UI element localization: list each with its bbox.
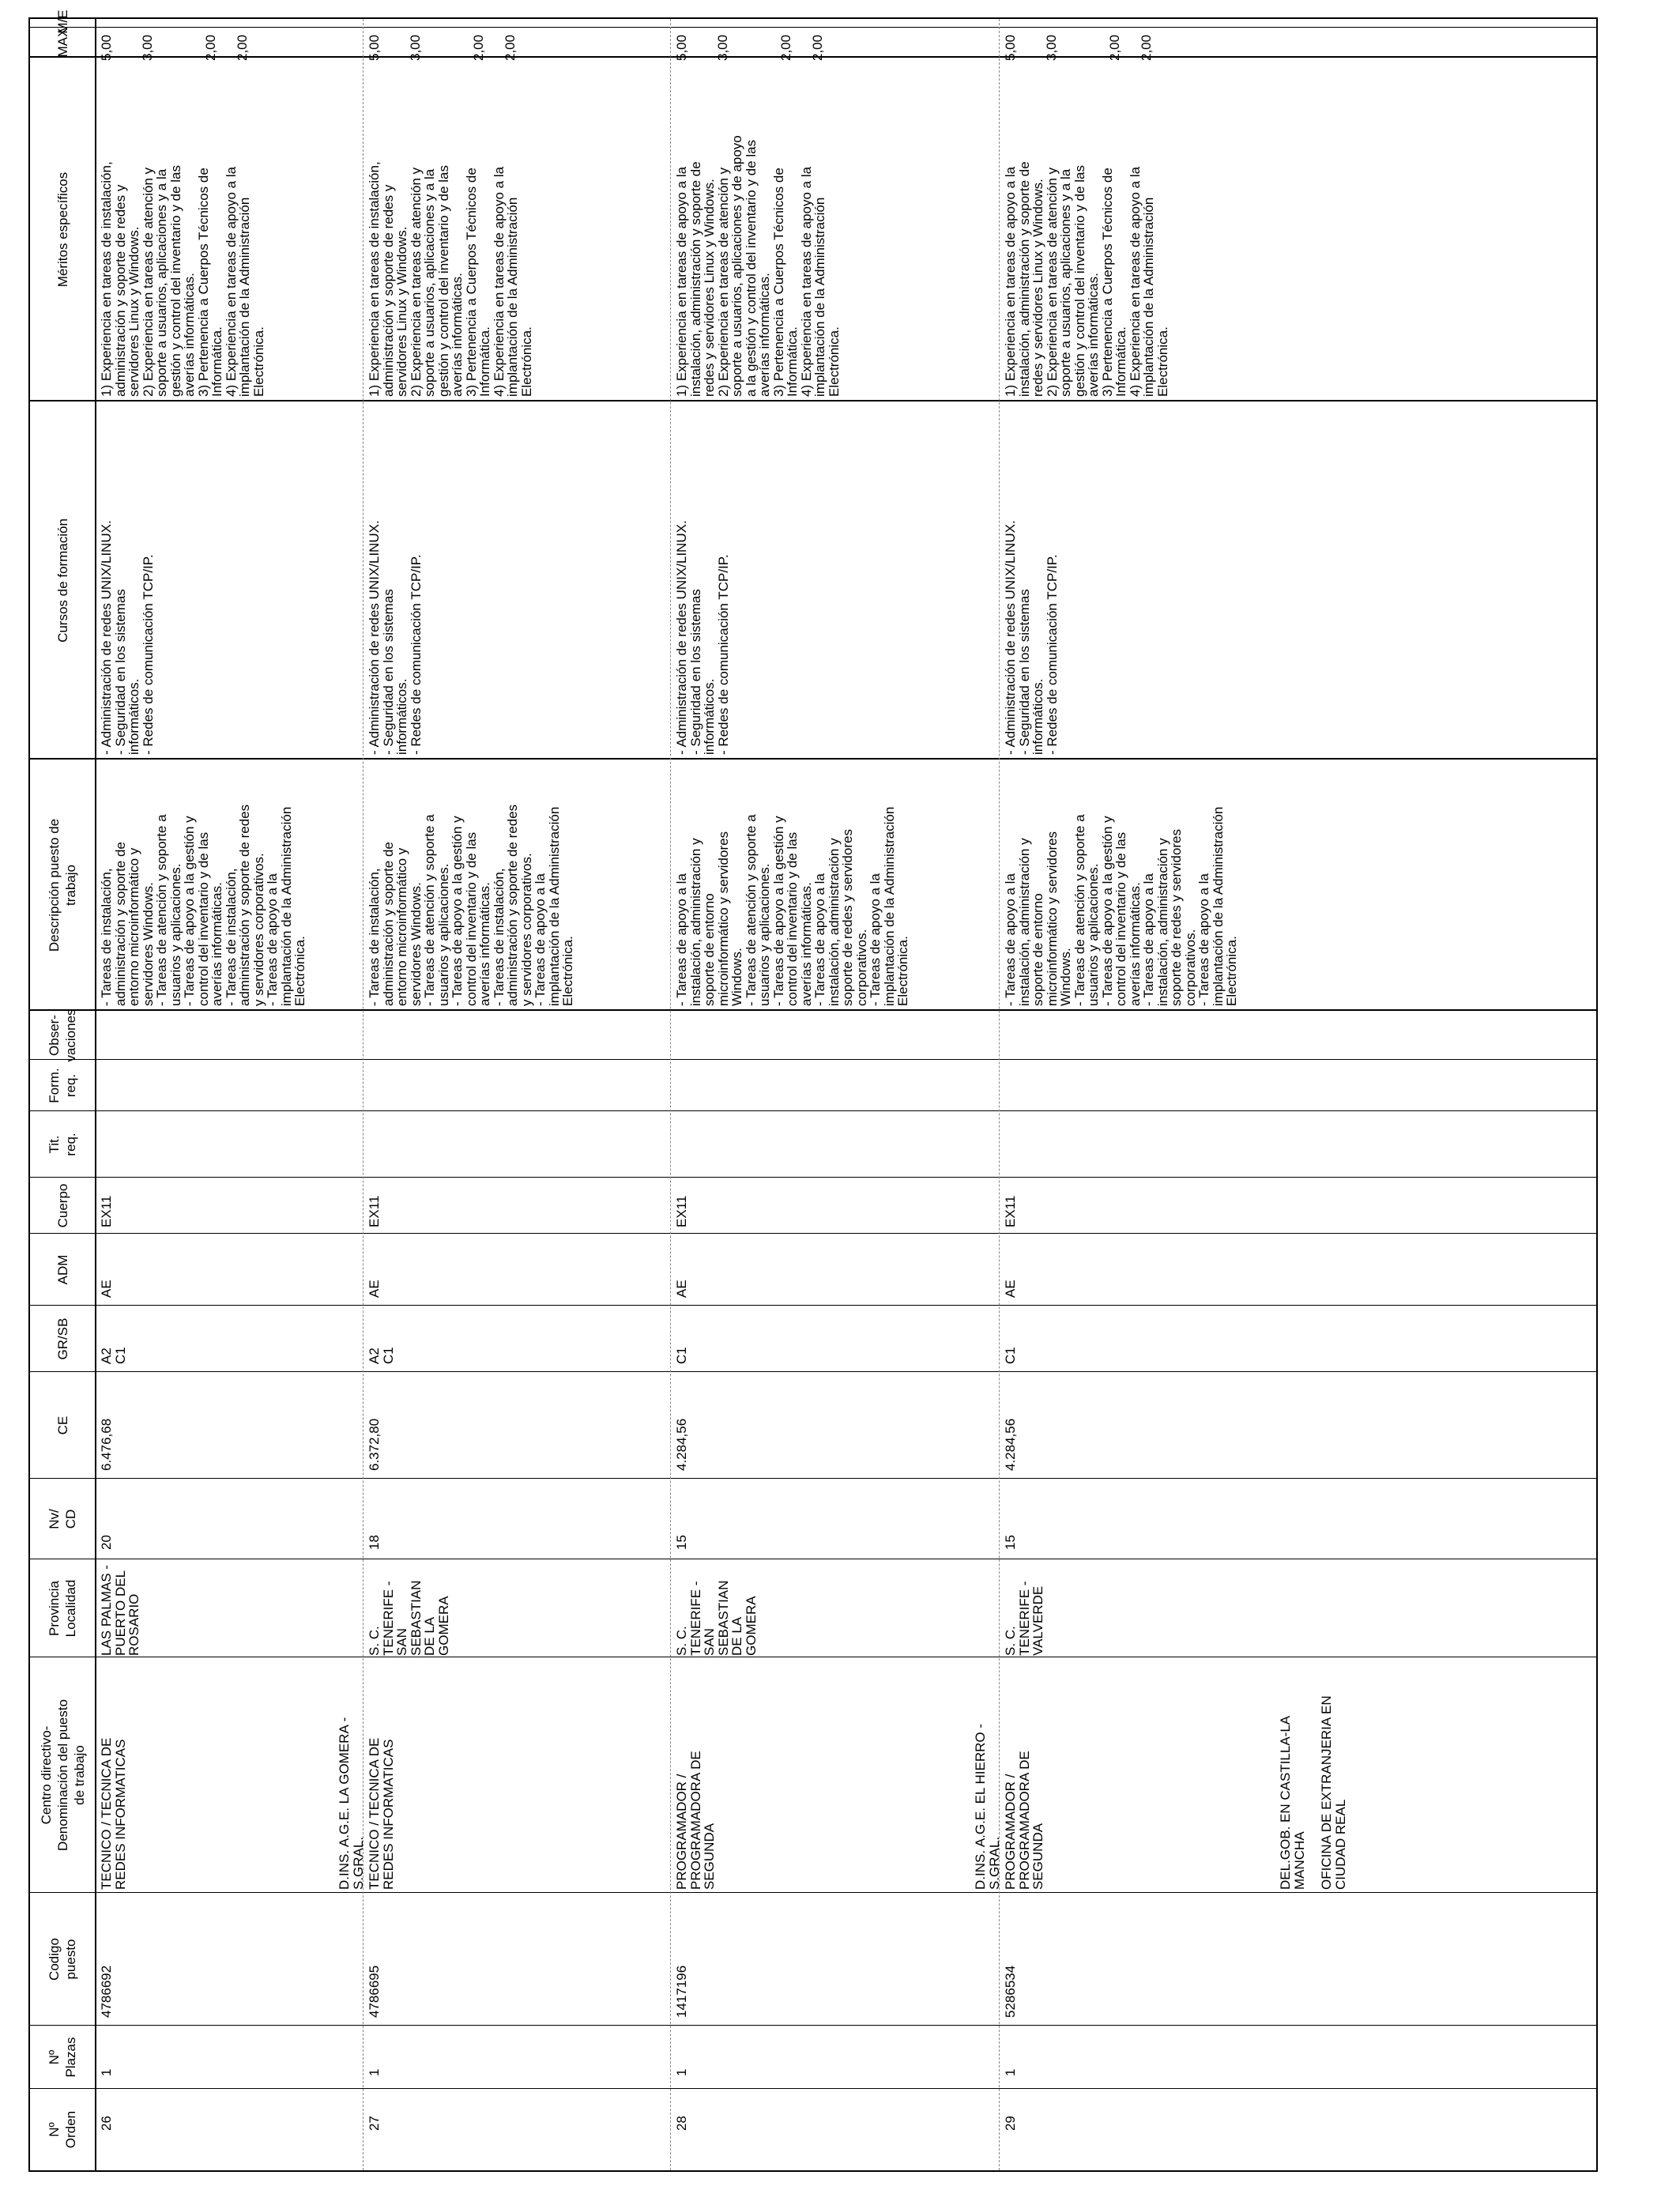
header-formacion: Form. req.: [47, 1068, 78, 1103]
row-max-value: 2,00: [235, 34, 250, 61]
row-max-value: 3,00: [408, 34, 423, 61]
row-codigo: 4786692: [99, 1965, 114, 2018]
header-codigo: Codigo puesto: [47, 1938, 78, 1981]
row-ce: 6.372,80: [367, 1418, 382, 1471]
row-cuerpo: EX11: [1003, 1195, 1018, 1227]
row-orden: 26: [99, 2116, 114, 2131]
column-divider: [30, 1110, 1596, 1111]
row-unit: D.INS. A.G.E. EL HIERRO - S.GRAL.: [973, 1723, 1002, 1890]
header-cuerpo: Cuerpo: [55, 1183, 70, 1228]
row-plazas: 1: [99, 2068, 114, 2076]
row-max-value: 5,00: [1003, 34, 1018, 61]
row-codigo: 5286534: [1003, 1965, 1018, 2018]
column-divider: [30, 1371, 1596, 1372]
row-ce: 4.284,56: [674, 1418, 689, 1471]
row-plazas: 1: [674, 2068, 689, 2076]
header-observaciones: Obser- vaciones: [47, 1008, 78, 1062]
row-codigo: 4786695: [367, 1965, 382, 2018]
column-divider: [30, 758, 1596, 760]
header-provincia: Provincia Localidad: [47, 1579, 78, 1638]
row-orden: 28: [674, 2116, 689, 2131]
row-max-value: 5,00: [674, 34, 689, 61]
header-meritos: Méritos específicos: [55, 172, 70, 288]
row-max-value: 3,00: [140, 34, 155, 61]
column-divider: [30, 1009, 1596, 1011]
row-max-value: 2,00: [503, 34, 518, 61]
row-max-value: 2,00: [203, 34, 218, 61]
row-cursos: - Administración de redes UNIX/LINUX. - Seguridad en los sistemas informáticos. - Redes de comunicación TCP/IP.: [1003, 520, 1060, 755]
row-provincia: LAS PALMAS - PUERTO DEL ROSARIO: [99, 1565, 141, 1656]
row-puesto: TECNICO / TECNICA DE REDES INFORMATICAS: [99, 1737, 128, 1890]
row-max-value: 2,00: [778, 34, 793, 61]
row-nivel: 20: [99, 1535, 114, 1550]
header-orden: Nº Orden: [47, 2110, 78, 2149]
row-provincia: S. C. TENERIFE - VALVERDE: [1003, 1581, 1045, 1656]
row-adm: AE: [367, 1280, 382, 1298]
header-adm: ADM: [55, 1254, 70, 1285]
row-orden: 27: [367, 2116, 382, 2131]
row-puesto: PROGRAMADOR / PROGRAMADORA DE SEGUNDA: [674, 1751, 717, 1890]
row-ce: 4.284,56: [1003, 1418, 1018, 1471]
column-divider: [30, 1177, 1596, 1178]
row-max-value: 2,00: [1139, 34, 1154, 61]
row-descripcion: - Tareas de instalación, administración y soporte de entorno microinformático y servidores Windows. - Tareas de atención y soporte a usuarios y aplicaciones. - Tareas de apoyo a la gestión y control del inventario y de las averías informáticas. - Tareas de instalación, administración y soporte de redes y servidores corporativos. - Tareas de apoyo a la implantación de la Administración Electrónica.: [99, 804, 307, 1006]
row-plazas: 1: [367, 2068, 382, 2076]
table-grid: [30, 9, 1596, 2170]
header-descripcion: Descripción puesto de trabajo: [47, 818, 78, 952]
row-provincia: S. C. TENERIFE - SAN SEBASTIAN DE LA GOMERA: [367, 1580, 451, 1656]
row-cursos: - Administración de redes UNIX/LINUX. - Seguridad en los sistemas informáticos. - Redes de comunicación TCP/IP.: [367, 520, 424, 755]
row-ce: 6.476,68: [99, 1418, 114, 1471]
next-unit-heading: OFICINA DE EXTRANJERIA EN CIUDAD REAL: [1319, 1695, 1348, 1890]
row-grupo: A2 C1: [367, 1347, 396, 1364]
header-ce: CE: [55, 1416, 70, 1435]
header-grupo: GR/SB: [55, 1318, 70, 1360]
row-divider: [670, 19, 671, 2170]
row-max-value: 2,00: [1107, 34, 1122, 61]
row-max-value: 3,00: [715, 34, 730, 61]
next-unit-heading: DEL.GOB. EN CASTILLA-LA MANCHA: [1278, 1715, 1307, 1890]
column-divider: [30, 1478, 1596, 1479]
column-divider: [30, 2088, 1596, 2089]
row-codigo: 1417196: [674, 1965, 689, 2018]
row-meritos: 1) Experiencia en tareas de apoyo a la instalación, administración y soporte de redes y servidores Linux y Windows. 2) Experiencia en tareas de atención y soporte a usuarios, aplicaciones y a la gestión y control del inventario y de las averías informáticas. 3) Pertenencia a Cuerpos Técnicos de Informática. 4) Experiencia en tareas de apoyo a la implantación de la Administración Electrónica.: [1003, 161, 1170, 397]
column-divider: [30, 400, 1596, 401]
row-cuerpo: EX11: [367, 1195, 382, 1227]
row-max-value: 2,00: [810, 34, 825, 61]
row-meritos: 1) Experiencia en tareas de instalación, administración y soporte de redes y servidores Linux y Windows. 2) Experiencia en tareas de atención y soporte a usuarios, aplicaciones y a la gestión y control del inventario y de las averías informáticas. 3) Pertenencia a Cuerpos Técnicos de Informática. 4) Experiencia en tareas de apoyo a la implantación de la Administración Electrónica.: [99, 161, 266, 397]
column-divider: [30, 1892, 1596, 1893]
row-adm: AE: [674, 1280, 689, 1298]
row-nivel: 15: [674, 1535, 689, 1550]
column-divider: [30, 1305, 1596, 1306]
row-grupo: C1: [674, 1347, 689, 1364]
row-max-value: 2,00: [471, 34, 486, 61]
header-titulacion: Tit. req.: [47, 1133, 78, 1156]
row-cuerpo: EX11: [674, 1195, 689, 1227]
row-max-value: 5,00: [99, 34, 114, 61]
header-centro: Centro directivo- Denominación del puesto de trabajo: [38, 1699, 87, 1851]
row-puesto: PROGRAMADOR / PROGRAMADORA DE SEGUNDA: [1003, 1751, 1045, 1890]
header-plazas: Nº Plazas: [47, 2037, 78, 2078]
row-max-value: 5,00: [367, 34, 382, 61]
staff-table: [28, 9, 1598, 2172]
row-nivel: 15: [1003, 1535, 1018, 1550]
row-grupo: C1: [1003, 1347, 1018, 1364]
row-descripcion: - Tareas de instalación, administración y soporte de entorno microinformático y servidores Windows. - Tareas de atención y soporte a usuarios y aplicaciones. - Tareas de apoyo a la gestión y control del inventario y de las averías informáticas. - Tareas de instalación, administración y soporte de redes y servidores corporativos. - Tareas de apoyo a la implantación de la Administración Electrónica.: [367, 804, 575, 1006]
header-me: M/E: [55, 9, 70, 34]
row-meritos: 1) Experiencia en tareas de apoyo a la instalación, administración y soporte de redes y servidores Linux y Windows. 2) Experiencia en tareas de atención y soporte a usuarios, aplicaciones y de apoyo a la gestión y control del inventario y de las averías informáticas. 3) Pertenencia a Cuerpos Técnicos de Informática. 4) Experiencia en tareas de apoyo a la implantación de la Administración Electrónica.: [674, 135, 842, 397]
row-grupo: A2 C1: [99, 1347, 128, 1364]
header-nivel: Nv/ CD: [47, 1509, 78, 1529]
row-cursos: - Administración de redes UNIX/LINUX. - Seguridad en los sistemas informáticos. - Redes de comunicación TCP/IP.: [99, 520, 156, 755]
row-adm: AE: [99, 1280, 114, 1298]
header-max: MAX: [55, 28, 70, 58]
row-cursos: - Administración de redes UNIX/LINUX. - Seguridad en los sistemas informáticos. - Redes de comunicación TCP/IP.: [674, 520, 731, 755]
row-meritos: 1) Experiencia en tareas de instalación, administración y soporte de redes y servidores Linux y Windows. 2) Experiencia en tareas de atención y soporte a usuarios, aplicaciones y a la gestión y control del inventario y de las averías informáticas. 3) Pertenencia a Cuerpos Técnicos de Informática. 4) Experiencia en tareas de apoyo a la implantación de la Administración Electrónica.: [367, 161, 534, 397]
row-max-value: 3,00: [1044, 34, 1059, 61]
column-divider: [30, 1233, 1596, 1234]
row-plazas: 1: [1003, 2068, 1018, 2076]
row-unit: D.INS. A.G.E. LA GOMERA - S.GRAL.: [337, 1717, 366, 1890]
header-cursos: Cursos de formación: [55, 518, 70, 643]
row-descripcion: - Tareas de apoyo a la instalación, administración y soporte de entorno microinformático y servidores Windows. - Tareas de atención y soporte a usuarios y aplicaciones. - Tareas de apoyo a la gestión y control del inventario y de las averías informáticas. - Tareas de apoyo a la instalación, administración y soporte de redes y servidores corporativos. - Tareas de apoyo a la implantación de la Administración Electrónica.: [674, 806, 910, 1006]
row-orden: 29: [1003, 2116, 1018, 2131]
row-provincia: S. C. TENERIFE - SAN SEBASTIAN DE LA GOMERA: [674, 1580, 759, 1656]
column-divider: [30, 27, 1596, 28]
row-adm: AE: [1003, 1280, 1018, 1298]
header-divider: [95, 19, 96, 2170]
column-divider: [30, 2025, 1596, 2026]
row-descripcion: - Tareas de apoyo a la instalación, administración y soporte de entorno microinformático y servidores Windows. - Tareas de atención y soporte a usuarios y aplicaciones. - Tareas de apoyo a la gestión y control del inventario y de las averías informáticas. - Tareas de apoyo a la instalación, administración y soporte de redes y servidores corporativos. - Tareas de apoyo a la implantación de la Administración Electrónica.: [1003, 806, 1239, 1006]
row-puesto: TECNICO / TECNICA DE REDES INFORMATICAS: [367, 1737, 396, 1890]
column-divider: [30, 1059, 1596, 1060]
row-nivel: 18: [367, 1535, 382, 1550]
row-cuerpo: EX11: [99, 1195, 114, 1227]
